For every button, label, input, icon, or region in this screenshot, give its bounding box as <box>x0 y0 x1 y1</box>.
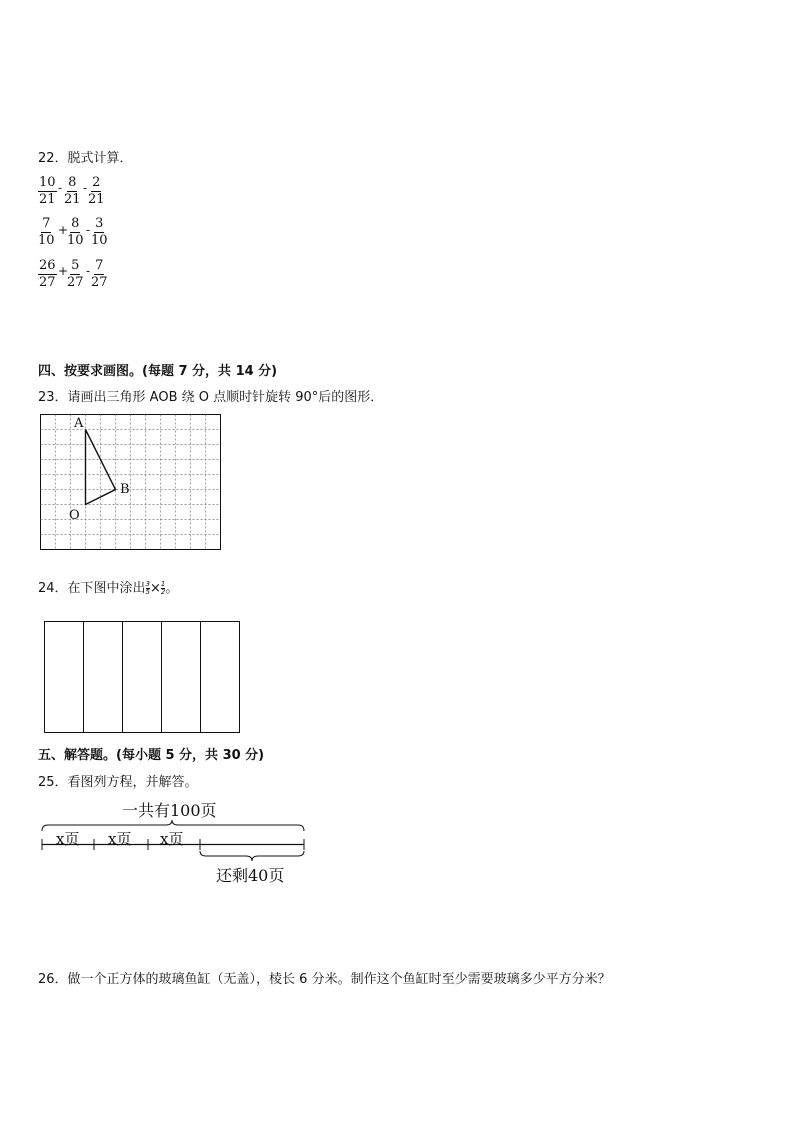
numerator: 8 <box>71 216 80 231</box>
rectangle-outline <box>45 622 240 733</box>
shading-rectangle <box>42 619 242 735</box>
fraction <box>67 216 84 249</box>
q23-title: 23．请画出三角形 AOB 绕 O 点顺时针旋转 90°后的图形． <box>38 390 384 405</box>
numerator: 7 <box>42 216 51 231</box>
label-a: A <box>74 416 84 431</box>
part-label: x页 <box>108 830 132 848</box>
bottom-brace <box>200 851 304 861</box>
q24-prefix: 24．在下图中涂出 <box>38 581 146 596</box>
q25-title: 25．看图列方程，并解答。 <box>38 775 198 790</box>
operator: - <box>58 181 63 195</box>
numerator: 7 <box>95 258 104 273</box>
q26-title: 26．做一个正方体的玻璃鱼缸（无盖），棱长 6 分米。制作这个鱼缸时至少需要玻璃多少平方分米？ <box>38 972 611 987</box>
denominator: 2 <box>160 588 166 596</box>
times-sign: × <box>150 581 161 596</box>
denominator: 10 <box>38 233 55 248</box>
label-b: B <box>120 482 130 497</box>
operator: + <box>58 223 69 237</box>
denominator: 5 <box>145 588 151 596</box>
denominator: 27 <box>91 275 108 290</box>
section-5-heading: 五、解答题。(每小题 5 分，共 30 分) <box>38 748 265 763</box>
fraction <box>38 175 57 208</box>
total-label: 一共有100页 <box>122 801 217 820</box>
part-label: x页 <box>160 830 184 848</box>
q24-suffix: 。 <box>165 581 179 596</box>
page-count-diagram <box>38 796 310 888</box>
denominator: 27 <box>67 275 84 290</box>
fraction <box>38 216 55 249</box>
numerator: 5 <box>71 258 80 273</box>
remain-label: 还剩40页 <box>216 866 285 885</box>
fraction <box>91 258 108 291</box>
part-label: x页 <box>56 830 80 848</box>
operator: + <box>58 264 69 278</box>
numerator: 8 <box>68 175 77 190</box>
denominator: 21 <box>39 192 56 207</box>
numerator: 2 <box>92 175 101 190</box>
numerator: 26 <box>39 258 56 273</box>
section-4-heading: 四、按要求画图。(每题 7 分，共 14 分) <box>38 364 278 379</box>
denominator: 10 <box>91 233 108 248</box>
fraction <box>67 258 84 291</box>
fraction <box>38 258 57 291</box>
denominator: 21 <box>64 192 81 207</box>
numerator: 3 <box>145 580 151 588</box>
fraction <box>88 175 105 208</box>
q24-title <box>38 577 178 596</box>
q22-title: 22．脱式计算． <box>38 151 133 166</box>
operator: - <box>86 264 91 278</box>
fraction <box>64 175 81 208</box>
denominator: 10 <box>67 233 84 248</box>
label-o: O <box>69 508 80 523</box>
numerator: 1 <box>160 580 166 588</box>
denominator: 21 <box>88 192 105 207</box>
denominator: 27 <box>39 275 56 290</box>
fraction <box>91 216 108 249</box>
operator: - <box>86 223 91 237</box>
numerator: 10 <box>39 175 56 190</box>
operator: - <box>83 181 88 195</box>
rotation-grid-figure <box>38 412 224 552</box>
numerator: 3 <box>95 216 104 231</box>
